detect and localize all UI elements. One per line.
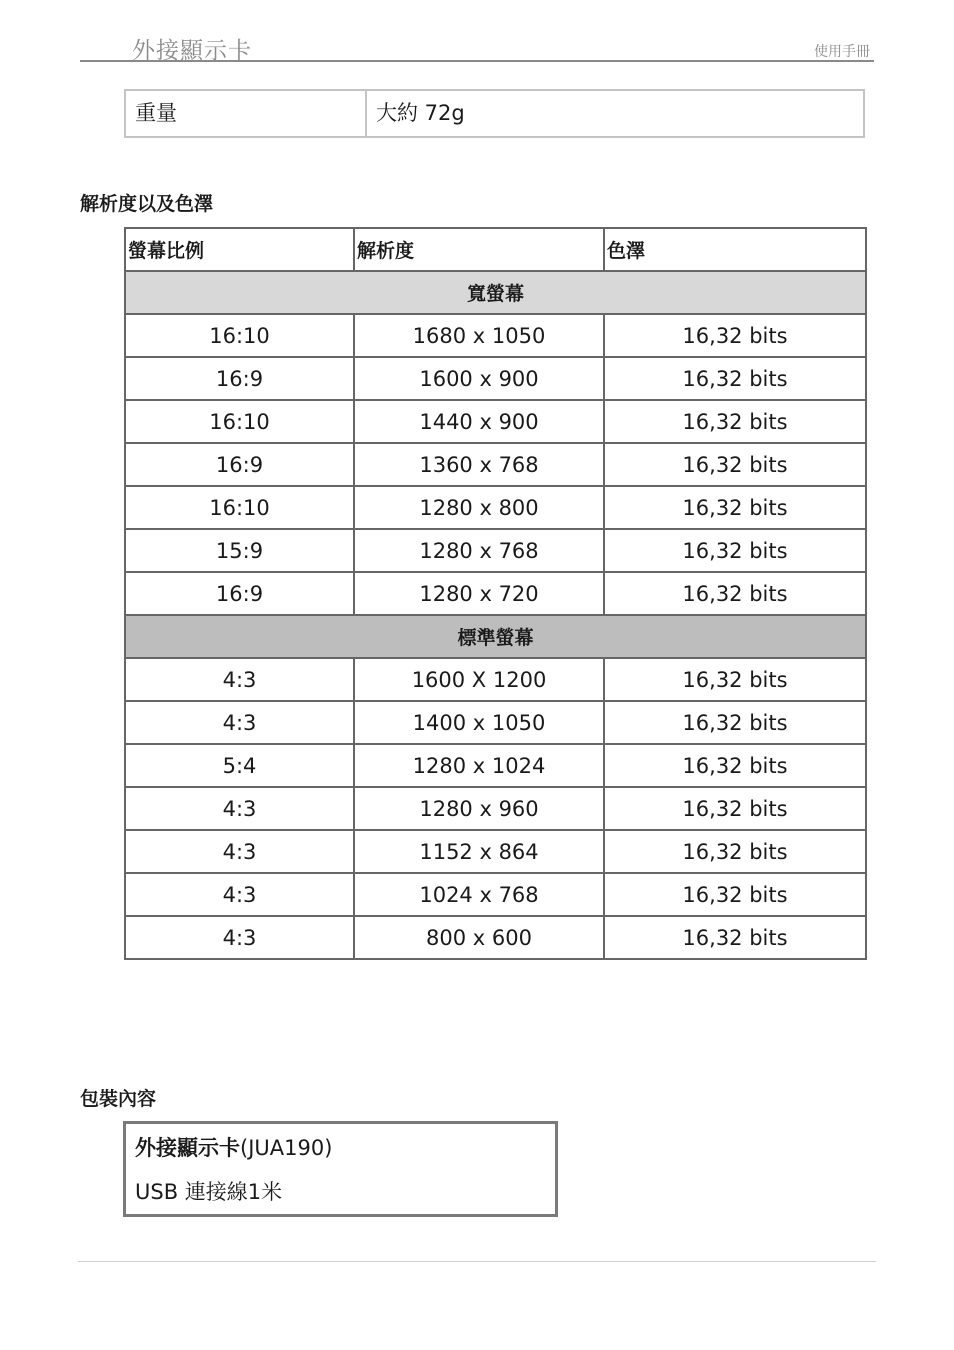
aspect-cell: 5:4 [125,744,354,787]
group-label: 寬螢幕 [125,271,866,314]
resolution-cell: 1600 X 1200 [354,658,604,701]
column-header-color: 色澤 [604,228,866,271]
table-row [125,572,866,615]
color-cell: 16,32 bits [604,830,866,873]
color-cell: 16,32 bits [604,787,866,830]
column-header-aspect: 螢幕比例 [125,228,354,271]
table-row [125,400,866,443]
color-cell: 16,32 bits [604,314,866,357]
group-row-standard [125,615,866,658]
aspect-cell: 16:10 [125,486,354,529]
table-row [125,443,866,486]
table-row [125,486,866,529]
package-item-adapter-model: (JUA190) [240,1136,333,1160]
color-cell: 16,32 bits [604,744,866,787]
footer-divider [78,1261,876,1262]
table-row [125,916,866,959]
table-row [125,744,866,787]
resolution-cell: 1280 x 1024 [354,744,604,787]
resolution-cell: 1440 x 900 [354,400,604,443]
table-row [125,830,866,873]
group-label: 標準螢幕 [125,615,866,658]
package-item-adapter [135,1132,332,1162]
aspect-cell: 16:9 [125,572,354,615]
resolution-cell: 1280 x 720 [354,572,604,615]
aspect-cell: 16:10 [125,314,354,357]
aspect-cell: 16:10 [125,400,354,443]
resolution-table [124,227,867,960]
aspect-cell: 4:3 [125,787,354,830]
header-manual-label: 使用手冊 [814,44,870,60]
table-row [125,314,866,357]
aspect-cell: 4:3 [125,701,354,744]
color-cell: 16,32 bits [604,873,866,916]
color-cell: 16,32 bits [604,658,866,701]
resolution-section-title: 解析度以及色澤 [80,193,214,215]
table-row [125,658,866,701]
aspect-cell: 15:9 [125,529,354,572]
resolution-cell: 1280 x 768 [354,529,604,572]
weight-table [124,89,865,138]
column-header-resolution: 解析度 [354,228,604,271]
table-row [125,357,866,400]
resolution-cell: 1400 x 1050 [354,701,604,744]
package-contents-box [123,1121,558,1217]
aspect-cell: 4:3 [125,830,354,873]
header-title: 外接顯示卡 [132,38,252,64]
resolution-cell: 1600 x 900 [354,357,604,400]
resolution-cell: 1360 x 768 [354,443,604,486]
package-item-cable: USB 連接線1米 [135,1180,283,1204]
color-cell: 16,32 bits [604,486,866,529]
color-cell: 16,32 bits [604,529,866,572]
table-row [125,529,866,572]
table-row [125,701,866,744]
package-item-adapter-name: 外接顯示卡 [135,1136,240,1160]
resolution-table-header [125,228,866,271]
table-row [125,787,866,830]
package-section-title: 包裝內容 [80,1088,157,1110]
color-cell: 16,32 bits [604,701,866,744]
resolution-cell: 800 x 600 [354,916,604,959]
resolution-cell: 1152 x 864 [354,830,604,873]
resolution-cell: 1280 x 800 [354,486,604,529]
table-row [125,873,866,916]
aspect-cell: 4:3 [125,658,354,701]
color-cell: 16,32 bits [604,357,866,400]
aspect-cell: 4:3 [125,916,354,959]
resolution-cell: 1680 x 1050 [354,314,604,357]
color-cell: 16,32 bits [604,443,866,486]
color-cell: 16,32 bits [604,916,866,959]
group-row-widescreen [125,271,866,314]
color-cell: 16,32 bits [604,400,866,443]
color-cell: 16,32 bits [604,572,866,615]
aspect-cell: 16:9 [125,443,354,486]
weight-label: 重量 [126,91,367,136]
resolution-cell: 1280 x 960 [354,787,604,830]
weight-value: 大約 72g [376,101,465,125]
page-header [80,30,874,62]
resolution-cell: 1024 x 768 [354,873,604,916]
aspect-cell: 16:9 [125,357,354,400]
aspect-cell: 4:3 [125,873,354,916]
